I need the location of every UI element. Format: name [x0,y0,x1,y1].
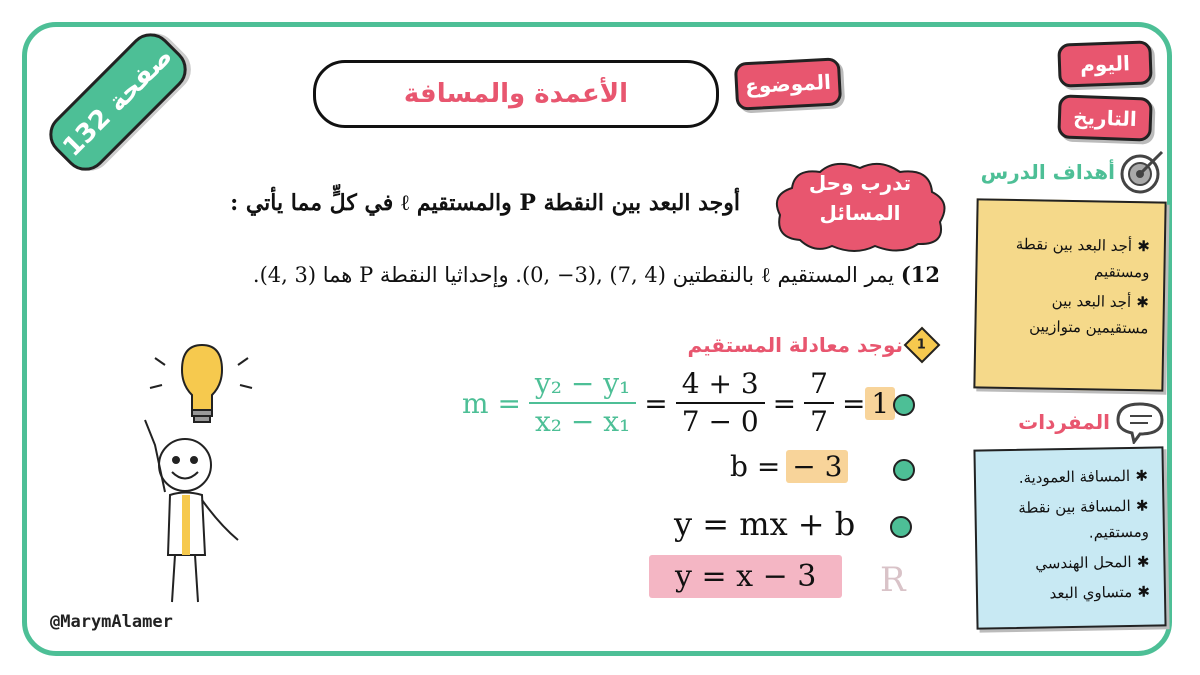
result-highlight: y = x − 3 [649,555,842,598]
bullet-dot [890,516,912,538]
vocabulary-item: ✱ المسافة العمودية. [986,463,1148,492]
reduced-fraction: $\frac{7}{7}$ [804,366,834,440]
author-handle: @MarymAlamer [50,612,173,632]
step-1-title: نوجد معادلة المستقيم [687,333,903,357]
target-icon [1118,148,1166,196]
intercept-equation [730,450,848,483]
equals-sign: = [772,386,797,420]
lightbulb-person-illustration [110,340,280,610]
problem-text: يمر المستقيم ℓ بالنقطتين (4 ,7) ,(3− ,0). وإحداثيا النقطة P هما (3 ,4). [252,263,895,287]
vocabulary-item: ✱ متساوي البعد [988,579,1150,608]
practice-tag: تدرب وحل المسائل [808,171,912,225]
equals-sign: = [841,386,866,420]
bullet-dot [893,394,915,416]
problem-line [40,262,940,288]
watermark-logo: R [880,560,906,600]
step-number-diamond-icon: 1 [904,327,941,364]
stick-figure [145,420,238,602]
objectives-title: أهداف الدرس [980,160,1115,184]
slope-lhs: m = [462,386,521,420]
vocabulary-note [973,446,1166,629]
slope-value: 1 [865,387,895,420]
vocabulary-item: ✱ المحل الهندسي [987,549,1149,578]
objective-item: ✱ أجد البعد بين نقطة ومستقيم [987,231,1150,286]
vocabulary-item: ✱ المسافة بين نقطة ومستقيم. [986,493,1149,548]
date-label: التاريخ [1057,94,1152,141]
line-equation-result [649,555,842,598]
equals-sign: = [644,386,668,420]
topic-label: الموضوع [734,57,842,110]
problem-number: 12) [900,262,940,287]
general-line-equation: y = mx + b [674,505,856,543]
substitution-fraction: $\frac{4 + 3}{7 - 0}$ [676,366,765,440]
slope-equation [462,366,895,440]
day-label: اليوم [1057,40,1152,87]
intercept-lhs: b = [730,450,781,483]
bullet-dot [893,459,915,481]
page-number-badge: صفحة 132 [40,24,196,180]
objective-item: ✱ أجد البعد بين مستقيمين متوازيين [986,287,1149,342]
intercept-value: − 3 [786,450,848,483]
objectives-note [973,198,1166,391]
question-text: أوجد البعد بين النقطة P والمستقيم ℓ في كلٍّ مما يأتي : [230,190,740,216]
step-1-heading [560,332,935,358]
topic-title: الأعمدة والمسافة [313,60,719,128]
vocabulary-title: المفردات [1018,410,1110,434]
speech-bubble-icon [1112,400,1168,444]
lightbulb-icon [150,340,252,422]
slope-formula-fraction: $\frac{\text{y₂ − y₁}}{\text{x₂ − x₁}}$ [529,366,636,440]
